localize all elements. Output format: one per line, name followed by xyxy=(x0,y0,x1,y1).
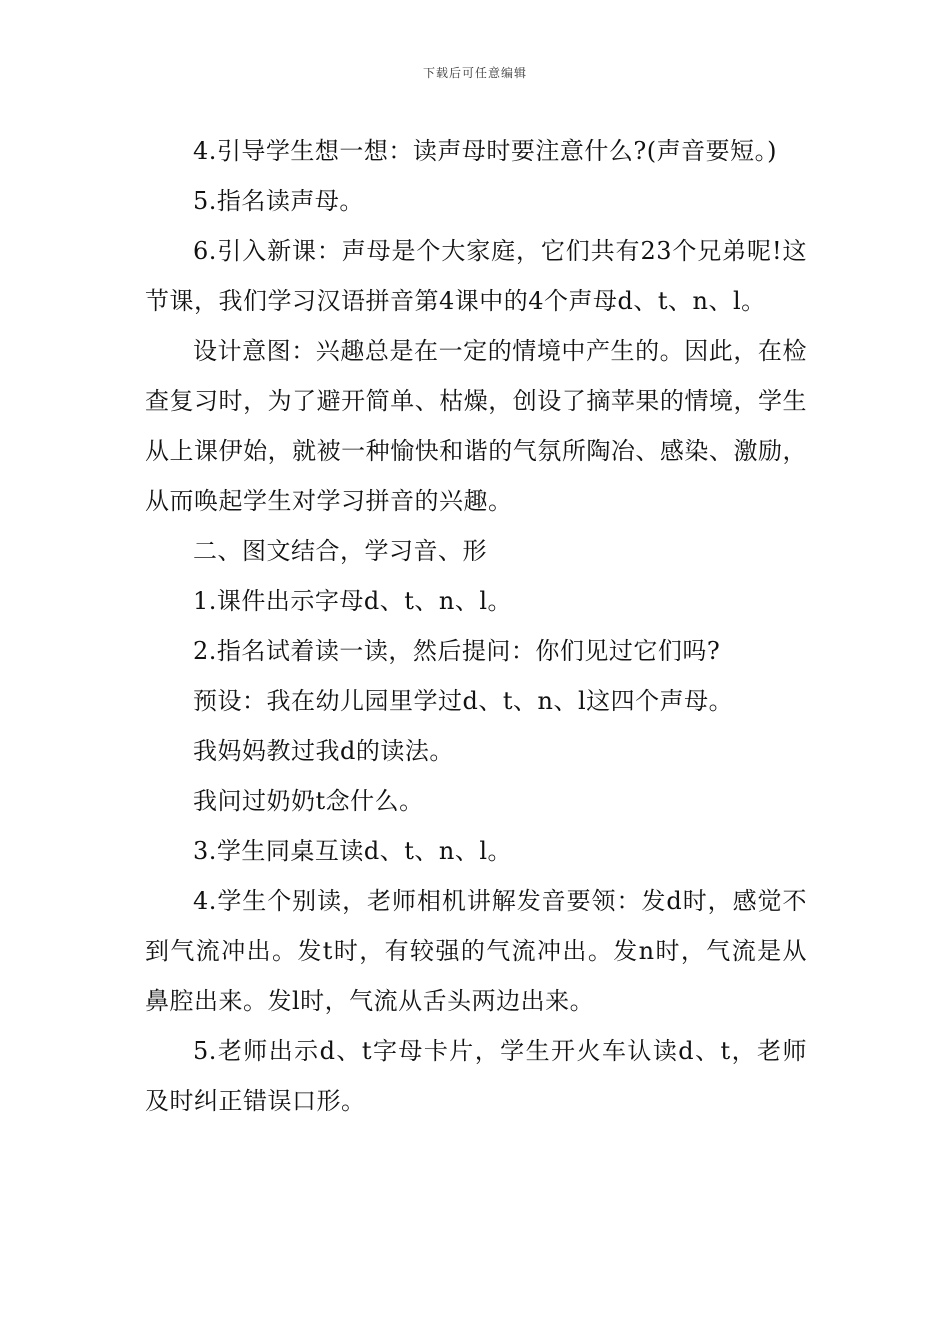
paragraph-asked-grandma: 我问过奶奶t念什么。 xyxy=(193,787,424,815)
paragraph-step-4-intro: 4.引导学生想一想：读声母时要注意什么?(声音要短。) xyxy=(193,137,777,165)
section-heading-two: 二、图文结合，学习音、形 xyxy=(193,537,487,565)
paragraph-design-intent: 设计意图：兴趣总是在一定的情境中产生的。因此，在检查复习时，为了避开简单、枯燥，创设了摘苹果的情境，学生从上课伊始，就被一种愉快和谐的气氛所陶冶、感染、激励，从而唤起学生对学习拼音的兴趣。 xyxy=(145,337,807,515)
paragraph-step-4-pronunciation: 4.学生个别读，老师相机讲解发音要领：发d时，感觉不到气流冲出。发t时，有较强的气流冲出。发n时，气流是从鼻腔出来。发l时，气流从舌头两边出来。 xyxy=(145,887,807,1015)
paragraph-step-5-intro: 5.指名读声母。 xyxy=(193,187,364,215)
paragraph-step-2-try-reading: 2.指名试着读一读，然后提问：你们见过它们吗? xyxy=(193,637,721,665)
paragraph-step-3-pair-reading: 3.学生同桌互读d、t、n、l。 xyxy=(193,837,513,865)
document-body xyxy=(145,126,807,1126)
paragraph-preset-answer: 预设：我在幼儿园里学过d、t、n、l这四个声母。 xyxy=(193,687,734,715)
paragraph-step-5-cards: 5.老师出示d、t字母卡片，学生开火车认读d、t，老师及时纠正错误口形。 xyxy=(145,1037,807,1115)
paragraph-step-6-new-lesson: 6.引入新课：声母是个大家庭，它们共有23个兄弟呢!这节课，我们学习汉语拼音第4课中的4个声母d、t、n、l。 xyxy=(145,237,807,315)
paragraph-step-1-courseware: 1.课件出示字母d、t、n、l。 xyxy=(193,587,513,615)
paragraph-mother-taught: 我妈妈教过我d的读法。 xyxy=(193,737,454,765)
page-header: 下载后可任意编辑 xyxy=(422,66,527,80)
